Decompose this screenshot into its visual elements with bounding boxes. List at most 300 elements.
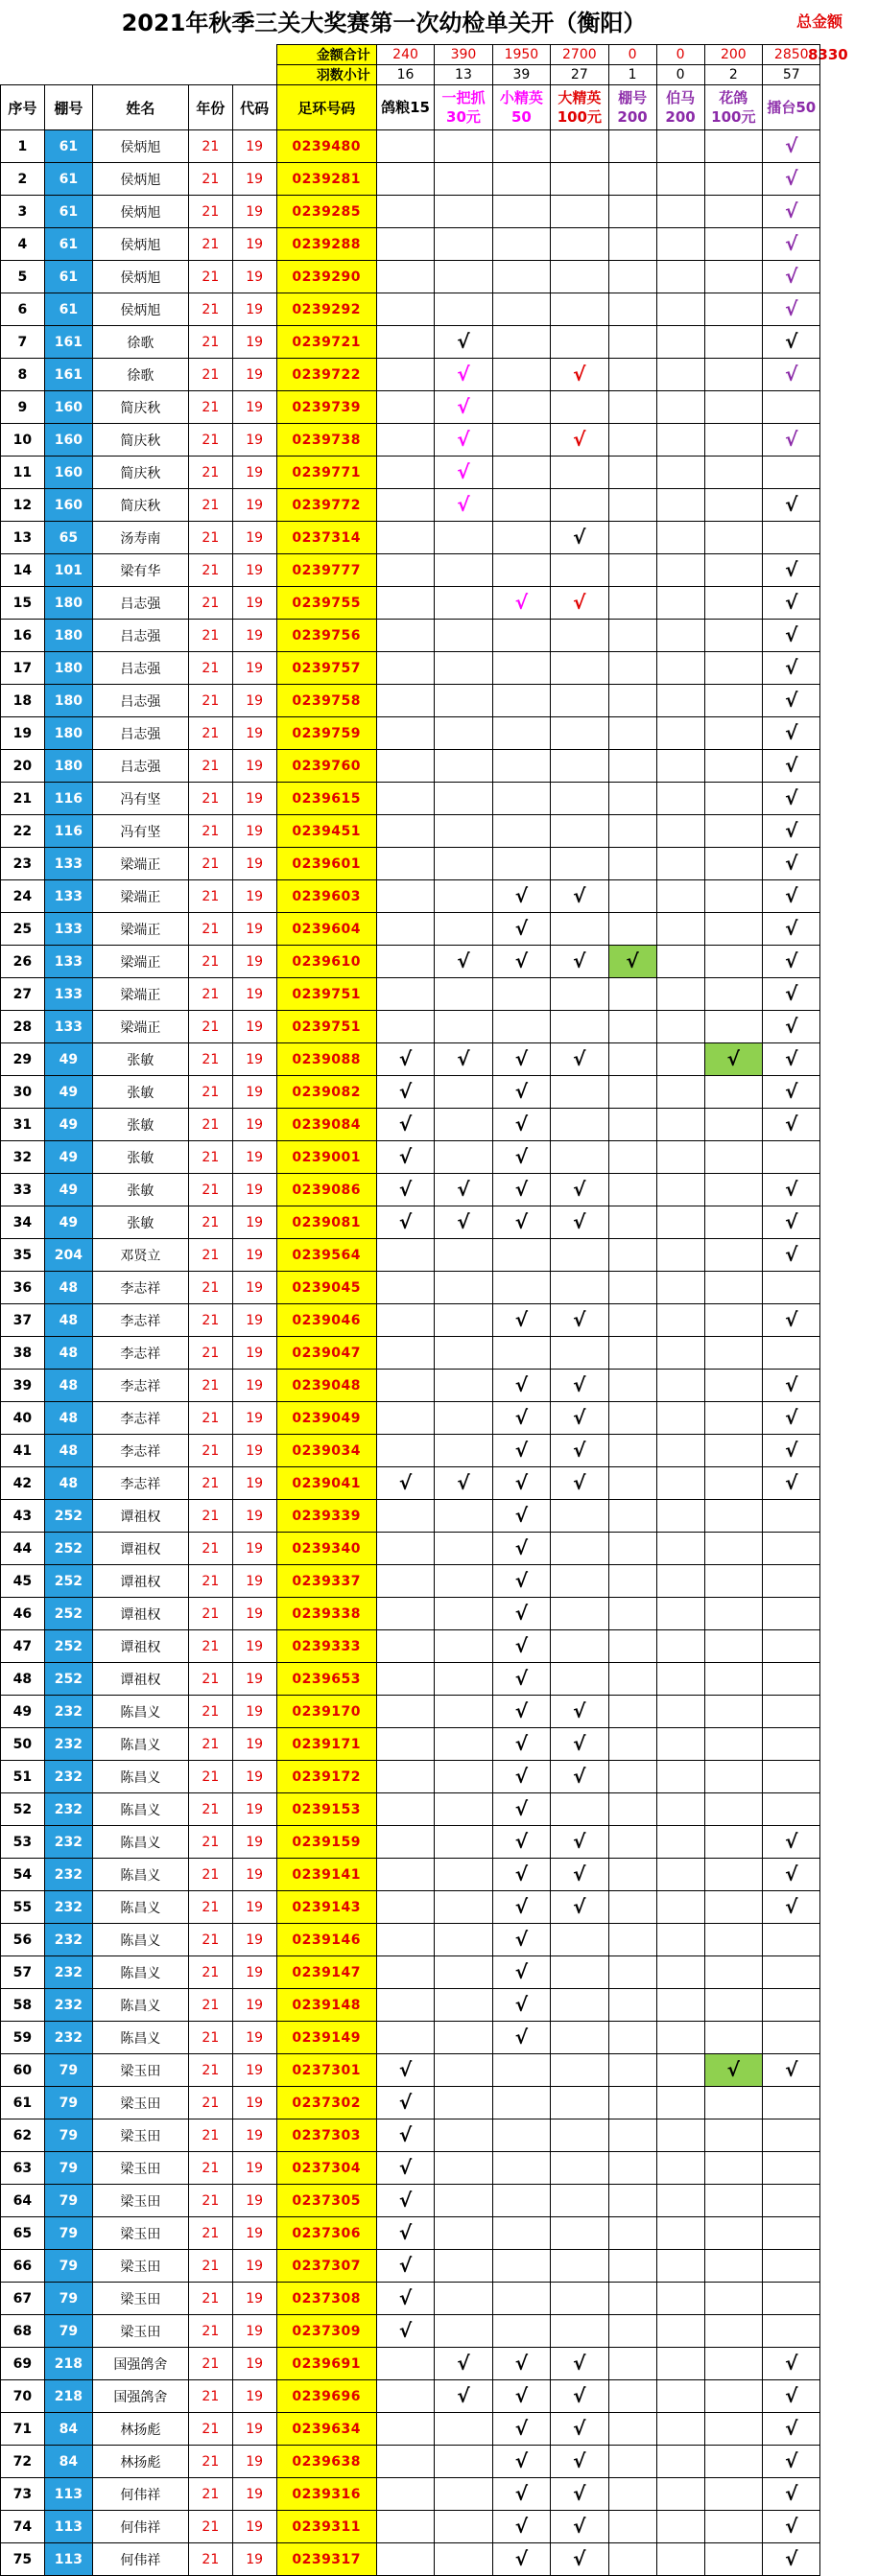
code-cell: 19 [232,2380,276,2413]
check-mark-icon: √ [457,460,470,483]
category-cell [376,2348,434,2380]
seq-cell: 12 [1,489,45,522]
category-cell [704,1435,762,1467]
category-cell [704,2511,762,2543]
category-cell [656,783,704,815]
table-row [1,1598,878,1630]
code-cell: 19 [232,489,276,522]
category-cell [704,1174,762,1206]
category-cell [763,1467,820,1500]
name-cell: 简庆秋 [92,424,188,457]
category-cell [608,1696,656,1728]
category-cell [435,1891,492,1924]
category-cell [608,1272,656,1304]
code-cell: 19 [232,2054,276,2087]
category-cell [376,2283,434,2315]
check-mark-icon: √ [514,1602,529,1625]
check-mark-icon: √ [573,1895,586,1918]
col-header-category: 擂台50 [763,85,820,130]
seq-cell: 45 [1,1565,45,1598]
shed-cell: 232 [44,1793,92,1826]
shed-cell: 61 [44,228,92,261]
category-cell [492,1467,550,1500]
check-mark-icon: √ [457,330,470,353]
seq-cell: 36 [1,1272,45,1304]
table-row [1,2217,878,2250]
year-cell: 21 [188,1011,232,1043]
category-cell [551,2087,608,2119]
year-cell: 21 [188,1696,232,1728]
category-cell [435,522,492,554]
sum-label: 金额合计 [276,45,376,65]
name-cell: 陈昌义 [92,1793,188,1826]
table-row [1,620,878,652]
ring-number-cell: 0239281 [276,163,376,196]
code-cell: 19 [232,2348,276,2380]
category-cell [492,685,550,717]
check-mark-icon: √ [398,2091,413,2114]
check-mark-icon: √ [514,1732,529,1755]
category-cell [704,1141,762,1174]
col-header-category: 花鸽100元 [704,85,762,130]
seq-cell: 46 [1,1598,45,1630]
category-cell [376,424,434,457]
table-row [1,2022,878,2054]
seq-cell: 11 [1,457,45,489]
category-cell [551,1696,608,1728]
category-cell [492,1076,550,1109]
category-cell [704,1402,762,1435]
code-cell: 19 [232,1956,276,1989]
shed-cell: 49 [44,1109,92,1141]
table-row [1,1370,878,1402]
col-header-code: 代码 [232,85,276,130]
category-cell [435,2087,492,2119]
category-cell [608,1891,656,1924]
category-cell [551,2217,608,2250]
category-cell [608,2119,656,2152]
check-mark-icon: √ [457,395,470,418]
table-row [1,359,878,391]
category-cell [763,2380,820,2413]
category-cell [704,1630,762,1663]
check-mark-icon: √ [514,1862,529,1885]
category-cell [656,717,704,750]
shed-cell: 252 [44,1500,92,1533]
code-cell: 19 [232,978,276,1011]
category-cell [608,2250,656,2283]
ring-number-cell: 0239141 [276,1859,376,1891]
ring-number-cell: 0239159 [276,1826,376,1859]
category-cell [704,652,762,685]
shed-cell: 252 [44,1533,92,1565]
ring-number-cell: 0239760 [276,750,376,783]
ring-number-cell: 0237307 [276,2250,376,2283]
year-cell: 21 [188,1206,232,1239]
category-cell [656,587,704,620]
category-cell [704,1761,762,1793]
shed-cell: 218 [44,2348,92,2380]
category-cell [551,1467,608,1500]
shed-cell: 79 [44,2283,92,2315]
category-cell [704,1011,762,1043]
code-cell: 19 [232,1337,276,1370]
category-cell [492,2217,550,2250]
check-mark-icon: √ [398,1210,413,1233]
entry-table [0,44,878,2576]
name-cell: 梁玉田 [92,2119,188,2152]
category-cell [704,2543,762,2576]
check-mark-icon: √ [514,1080,529,1103]
category-cell [656,326,704,359]
check-mark-icon: √ [785,819,798,842]
seq-cell: 35 [1,1239,45,1272]
check-mark-icon: √ [785,689,798,712]
name-cell: 冯有坚 [92,783,188,815]
category-cell [435,1761,492,1793]
check-mark-icon: √ [514,1699,529,1722]
table-row [1,717,878,750]
category-cell [608,522,656,554]
shed-cell: 49 [44,1206,92,1239]
shed-cell: 48 [44,1435,92,1467]
check-mark-icon: √ [573,1830,586,1853]
check-mark-icon: √ [626,949,639,972]
table-row [1,424,878,457]
page-title: 2021年秋季三关大奖赛第一次幼检单关开（衡阳） [121,10,647,36]
category-cell [492,848,550,880]
year-cell: 21 [188,2511,232,2543]
category-cell [608,1630,656,1663]
ring-number-cell: 0239722 [276,359,376,391]
seq-cell: 22 [1,815,45,848]
category-cell [704,685,762,717]
seq-cell: 30 [1,1076,45,1109]
category-cell [435,489,492,522]
check-mark-icon: √ [785,2352,798,2375]
code-cell: 19 [232,717,276,750]
category-cell [551,1370,608,1402]
ring-number-cell: 0239451 [276,815,376,848]
category-cell [763,2478,820,2511]
ring-number-cell: 0237306 [276,2217,376,2250]
year-cell: 21 [188,2022,232,2054]
code-cell: 19 [232,1239,276,1272]
shed-cell: 160 [44,391,92,424]
ring-number-cell: 0239082 [276,1076,376,1109]
category-cell [435,2054,492,2087]
check-mark-icon: √ [514,2449,529,2472]
ring-number-cell: 0239721 [276,326,376,359]
table-row [1,1761,878,1793]
code-cell: 19 [232,2022,276,2054]
category-cell [608,196,656,228]
year-cell: 21 [188,1500,232,1533]
category-cell [551,489,608,522]
category-cell [608,652,656,685]
code-cell: 19 [232,196,276,228]
category-cell [435,293,492,326]
category-cell [376,652,434,685]
check-mark-icon: √ [785,884,798,907]
year-cell: 21 [188,717,232,750]
seq-cell: 70 [1,2380,45,2413]
check-mark-icon: √ [785,265,798,288]
code-cell: 19 [232,1598,276,1630]
category-cell [704,880,762,913]
check-mark-icon: √ [785,1015,798,1038]
category-cell [763,1924,820,1956]
category-cell [763,130,820,163]
category-cell [376,1663,434,1696]
check-mark-icon: √ [785,363,798,386]
category-cell [608,326,656,359]
ring-number-cell: 0239601 [276,848,376,880]
category-cell [551,587,608,620]
code-cell: 19 [232,1663,276,1696]
category-cell [435,2511,492,2543]
category-cell [608,880,656,913]
category-cell [551,1076,608,1109]
category-cell [492,1598,550,1630]
category-cell [763,783,820,815]
col-header-ring: 足环号码 [276,85,376,130]
category-cell [763,1826,820,1859]
seq-cell: 6 [1,293,45,326]
name-cell: 梁玉田 [92,2217,188,2250]
code-cell: 19 [232,1989,276,2022]
category-cell [656,2054,704,2087]
col-header-category: 伯马200 [656,85,704,130]
year-cell: 21 [188,1533,232,1565]
table-row [1,2511,878,2543]
shed-cell: 133 [44,1011,92,1043]
check-mark-icon: √ [398,2221,413,2244]
category-cell [763,1630,820,1663]
category-cell [492,2054,550,2087]
ring-number-cell: 0239081 [276,1206,376,1239]
category-cell [763,261,820,293]
category-cell [435,913,492,946]
table-row [1,1924,878,1956]
ring-number-cell: 0239603 [276,880,376,913]
name-cell: 陈昌义 [92,1924,188,1956]
category-cell [763,2087,820,2119]
category-cell [608,2315,656,2348]
category-cell [704,1304,762,1337]
category-cell [656,978,704,1011]
table-row [1,293,878,326]
category-cell [492,620,550,652]
shed-cell: 48 [44,1370,92,1402]
category-cell [551,620,608,652]
category-cell [492,2478,550,2511]
check-mark-icon: √ [457,1471,470,1494]
check-mark-icon: √ [398,1145,413,1168]
category-cell [704,2250,762,2283]
table-row [1,326,878,359]
shed-cell: 133 [44,978,92,1011]
category-cell [492,1630,550,1663]
seq-cell: 75 [1,2543,45,2576]
count-cell: 16 [376,65,434,85]
check-mark-icon: √ [398,1080,413,1103]
check-mark-icon: √ [785,2515,798,2538]
check-mark-icon: √ [785,1862,798,1885]
year-cell: 21 [188,1565,232,1598]
table-row [1,1826,878,1859]
table-row [1,978,878,1011]
shed-cell: 161 [44,359,92,391]
category-cell [608,2022,656,2054]
category-cell [763,2283,820,2315]
seq-cell: 62 [1,2119,45,2152]
category-cell [376,1500,434,1533]
category-cell [492,2087,550,2119]
code-cell: 19 [232,293,276,326]
name-cell: 侯炳旭 [92,130,188,163]
category-cell [492,554,550,587]
category-cell [492,391,550,424]
ring-number-cell: 0239088 [276,1043,376,1076]
category-cell [376,391,434,424]
code-cell: 19 [232,783,276,815]
name-cell: 谭祖权 [92,1598,188,1630]
category-cell [492,1989,550,2022]
category-cell [656,1793,704,1826]
category-cell [551,1924,608,1956]
category-cell [656,1141,704,1174]
category-cell [492,2380,550,2413]
seq-cell: 71 [1,2413,45,2446]
category-cell [608,130,656,163]
category-cell [492,457,550,489]
category-cell [551,1435,608,1467]
name-cell: 李志祥 [92,1402,188,1435]
category-cell [435,457,492,489]
category-cell [656,2446,704,2478]
shed-cell: 79 [44,2185,92,2217]
category-cell [492,1174,550,1206]
code-cell: 19 [232,424,276,457]
year-cell: 21 [188,489,232,522]
category-cell [435,2543,492,2576]
table-row [1,228,878,261]
category-cell [435,1989,492,2022]
name-cell: 侯炳旭 [92,261,188,293]
category-cell [435,1924,492,1956]
name-cell: 国强鸽舍 [92,2348,188,2380]
check-mark-icon: √ [514,884,529,907]
check-mark-icon: √ [573,1439,586,1462]
category-cell [608,2185,656,2217]
check-mark-icon: √ [514,1145,529,1168]
category-cell [492,2250,550,2283]
ring-number-cell: 0239610 [276,946,376,978]
category-cell [656,1109,704,1141]
seq-cell: 56 [1,1924,45,1956]
category-cell [704,2022,762,2054]
seq-cell: 13 [1,522,45,554]
category-cell [608,359,656,391]
shed-cell: 48 [44,1337,92,1370]
seq-cell: 54 [1,1859,45,1891]
shed-cell: 133 [44,880,92,913]
category-cell [656,2315,704,2348]
category-cell [551,2511,608,2543]
ring-number-cell: 0239771 [276,457,376,489]
year-cell: 21 [188,1141,232,1174]
category-cell [376,1141,434,1174]
code-cell: 19 [232,228,276,261]
category-cell [608,1337,656,1370]
year-cell: 21 [188,1435,232,1467]
ring-number-cell: 0239285 [276,196,376,228]
category-cell [656,2478,704,2511]
year-cell: 21 [188,848,232,880]
category-cell [608,1598,656,1630]
category-cell [376,457,434,489]
table-row [1,848,878,880]
shed-cell: 252 [44,1630,92,1663]
seq-cell: 3 [1,196,45,228]
name-cell: 侯炳旭 [92,163,188,196]
category-cell [492,1206,550,1239]
category-cell [376,717,434,750]
seq-cell: 9 [1,391,45,424]
ring-number-cell: 0239034 [276,1435,376,1467]
category-cell [435,587,492,620]
category-cell [763,1663,820,1696]
category-cell [704,978,762,1011]
check-mark-icon: √ [514,917,529,940]
category-cell [551,1337,608,1370]
year-cell: 21 [188,1337,232,1370]
category-cell [704,2152,762,2185]
category-cell [551,750,608,783]
seq-cell: 10 [1,424,45,457]
category-cell [492,2511,550,2543]
seq-cell: 61 [1,2087,45,2119]
check-mark-icon: √ [785,721,798,744]
name-cell: 何伟祥 [92,2511,188,2543]
category-cell [763,1859,820,1891]
name-cell: 林扬彪 [92,2413,188,2446]
shed-cell: 79 [44,2152,92,2185]
category-cell [551,1043,608,1076]
table-row [1,2446,878,2478]
shed-cell: 232 [44,1891,92,1924]
category-cell [492,1533,550,1565]
category-cell [492,1370,550,1402]
category-cell [435,1728,492,1761]
check-mark-icon: √ [514,1536,529,1559]
category-cell [492,293,550,326]
year-cell: 21 [188,2152,232,2185]
col-header-shed: 棚号 [44,85,92,130]
ring-number-cell: 0239480 [276,130,376,163]
category-cell [608,717,656,750]
category-cell [763,2119,820,2152]
ring-number-cell: 0239045 [276,1272,376,1304]
table-row [1,652,878,685]
seq-cell: 72 [1,2446,45,2478]
category-cell [656,1467,704,1500]
ring-number-cell: 0239147 [276,1956,376,1989]
year-cell: 21 [188,1370,232,1402]
category-cell [376,1793,434,1826]
check-mark-icon: √ [514,1960,529,1983]
